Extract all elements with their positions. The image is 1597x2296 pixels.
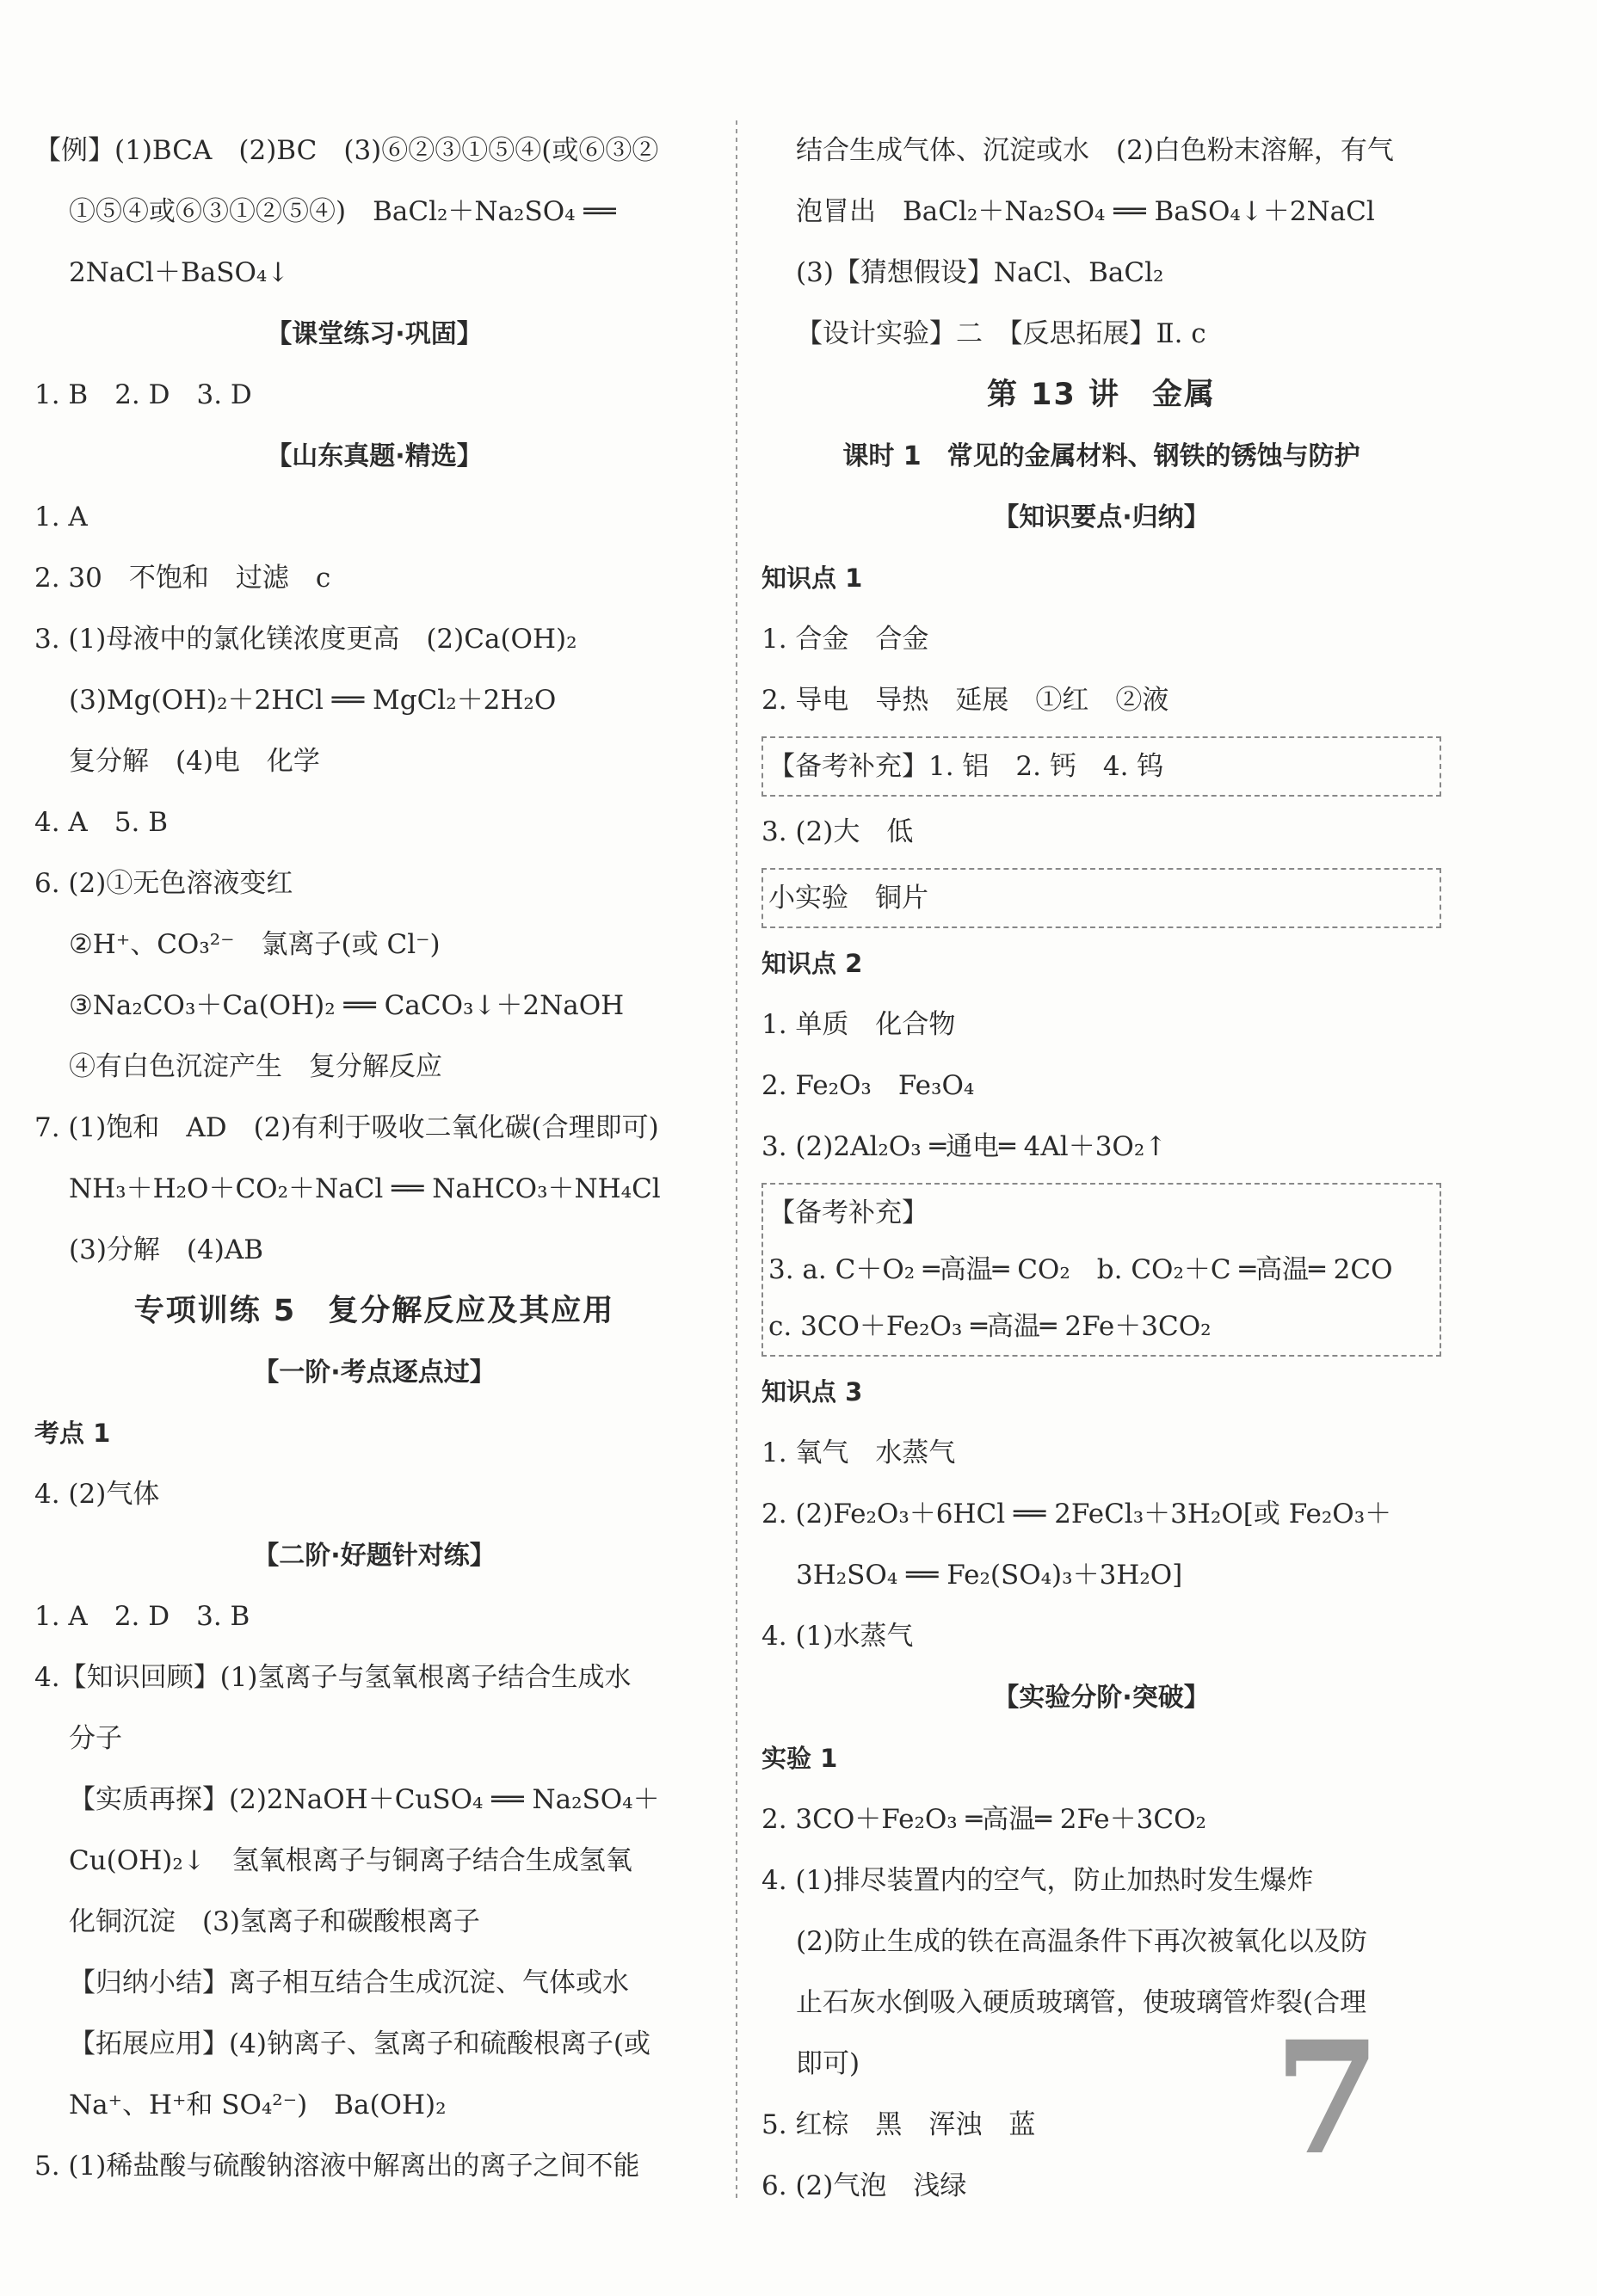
answer-line: 2. 30 不饱和 过滤 c	[34, 563, 331, 594]
answer-line: 【实质再探】(2)2NaOH＋CuSO₄ ══ Na₂SO₄＋	[69, 1784, 660, 1815]
answer-line: 1. 氧气 水蒸气	[762, 1437, 956, 1468]
answer-line: 4. (1)水蒸气	[762, 1621, 914, 1652]
answer-line: 2. 导电 导热 延展 ①红 ②液	[762, 685, 1169, 716]
answer-line: 1. 单质 化合物	[762, 1009, 956, 1040]
supplement-box	[762, 736, 1441, 797]
answer-line: 复分解 (4)电 化学	[69, 746, 320, 777]
page-number: 7	[1273, 2008, 1382, 2189]
answer-line: 4. (2)气体	[34, 1479, 160, 1510]
right-column	[762, 120, 1441, 2217]
answer-line: 6. (2)气泡 浅绿	[762, 2170, 967, 2201]
section-heading: 【实验分阶·突破】	[993, 1683, 1210, 1713]
answer-line: ①⑤④或⑥③①②⑤④) BaCl₂＋Na₂SO₄ ══	[69, 196, 616, 227]
answer-line: 3. (1)母液中的氯化镁浓度更高 (2)Ca(OH)₂	[34, 624, 577, 655]
answer-line: 【设计实验】二 【反思拓展】Ⅱ. c	[796, 318, 1206, 349]
answer-line: 4. (1)排尽装置内的空气，防止加热时发生爆炸	[762, 1865, 1314, 1896]
answer-line: 1. B 2. D 3. D	[34, 379, 252, 410]
answer-line: 分子	[69, 1723, 122, 1754]
supplement-box	[762, 1183, 1441, 1357]
answer-line: 4. A 5. B	[34, 807, 169, 838]
box-line: 3. a. C＋O₂ ═高温═ CO₂ b. CO₂＋C ═高温═ 2CO	[768, 1254, 1393, 1285]
answer-line: NH₃＋H₂O＋CO₂＋NaCl ══ NaHCO₃＋NH₄Cl	[69, 1173, 661, 1204]
answer-line: 1. A 2. D 3. B	[34, 1601, 250, 1632]
column-divider	[736, 120, 737, 2202]
section-heading: 【山东真题·精选】	[266, 441, 483, 471]
topic-label: 实验 1	[762, 1744, 838, 1773]
left-column	[34, 120, 714, 2197]
answer-line: 【归纳小结】离子相互结合生成沉淀、气体或水	[69, 1967, 629, 1998]
box-line: 【备考补充】	[768, 1197, 928, 1228]
answer-line: 化铜沉淀 (3)氢离子和碳酸根离子	[69, 1906, 480, 1937]
answer-line: 结合生成气体、沉淀或水 (2)白色粉末溶解，有气	[796, 135, 1394, 166]
answer-line: 5. 红棕 黑 浑浊 蓝	[762, 2109, 1036, 2140]
box-line: c. 3CO＋Fe₂O₃ ═高温═ 2Fe＋3CO₂	[768, 1311, 1212, 1342]
answer-line: ④有白色沉淀产生 复分解反应	[69, 1051, 442, 1082]
answer-line: 5. (1)稀盐酸与硫酸钠溶液中解离出的离子之间不能	[34, 2151, 640, 2182]
section-heading: 【知识要点·归纳】	[993, 502, 1210, 532]
answer-line: (3)【猜想假设】NaCl、BaCl₂	[796, 257, 1164, 288]
section-heading: 【课堂练习·巩固】	[266, 319, 483, 349]
answer-line: 3H₂SO₄ ══ Fe₂(SO₄)₃＋3H₂O]	[796, 1560, 1183, 1591]
box-line: 小实验 铜片	[768, 883, 928, 914]
answer-line: Cu(OH)₂↓ 氢氧根离子与铜离子结合生成氢氧	[69, 1845, 632, 1876]
answer-line: 泡冒出 BaCl₂＋Na₂SO₄ ══ BaSO₄↓＋2NaCl	[796, 196, 1375, 227]
answer-line: 【例】(1)BCA (2)BC (3)⑥②③①⑤④(或⑥③②	[34, 135, 659, 166]
answer-line: ②H⁺、CO₃²⁻ 氯离子(或 Cl⁻)	[69, 929, 441, 960]
answer-line: (3)Mg(OH)₂＋2HCl ══ MgCl₂＋2H₂O	[69, 685, 557, 716]
answer-line: Na⁺、H⁺和 SO₄²⁻) Ba(OH)₂	[69, 2090, 447, 2121]
answer-line: 2. Fe₂O₃ Fe₃O₄	[762, 1070, 975, 1101]
answer-line: 2. (2)Fe₂O₃＋6HCl ══ 2FeCl₃＋3H₂O[或 Fe₂O₃＋	[762, 1499, 1392, 1530]
answer-line: 【拓展应用】(4)钠离子、氢离子和硫酸根离子(或	[69, 2028, 651, 2059]
section-heading: 课时 1 常见的金属材料、钢铁的锈蚀与防护	[842, 441, 1360, 471]
answer-line: 7. (1)饱和 AD (2)有利于吸收二氧化碳(合理即可)	[34, 1112, 659, 1143]
answer-line: 6. (2)①无色溶液变红	[34, 868, 293, 899]
topic-label: 知识点 2	[762, 949, 863, 978]
answer-line: (2)防止生成的铁在高温条件下再次被氧化以及防	[796, 1926, 1367, 1957]
topic-label: 知识点 3	[762, 1377, 863, 1407]
answer-line: 3. (2)大 低	[762, 816, 914, 847]
answer-line: 2. 3CO＋Fe₂O₃ ═高温═ 2Fe＋3CO₂	[762, 1804, 1206, 1835]
answer-line: 3. (2)2Al₂O₃ ═通电═ 4Al＋3O₂↑	[762, 1131, 1168, 1162]
section-title: 第 13 讲 金属	[986, 378, 1217, 412]
section-title: 专项训练 5 复分解反应及其应用	[133, 1294, 615, 1328]
box-line: 【备考补充】1. 铝 2. 钙 4. 钨	[768, 751, 1164, 782]
supplement-box	[762, 868, 1441, 928]
answer-line: ③Na₂CO₃＋Ca(OH)₂ ══ CaCO₃↓＋2NaOH	[69, 990, 625, 1021]
topic-label: 知识点 1	[762, 563, 863, 593]
section-heading: 【一阶·考点逐点过】	[253, 1357, 496, 1388]
topic-label: 考点 1	[34, 1419, 111, 1448]
section-heading: 【二阶·好题针对练】	[253, 1541, 496, 1571]
answer-line: 2NaCl＋BaSO₄↓	[69, 257, 290, 288]
answer-line: 止石灰水倒吸入硬质玻璃管，使玻璃管炸裂(合理	[796, 1987, 1367, 2018]
answer-line: 1. A	[34, 502, 88, 532]
answer-line: 1. 合金 合金	[762, 624, 929, 655]
answer-line: 4.【知识回顾】(1)氢离子与氢氧根离子结合生成水	[34, 1662, 632, 1693]
answer-line: (3)分解 (4)AB	[69, 1234, 263, 1265]
answer-line: 即可)	[796, 2048, 860, 2079]
